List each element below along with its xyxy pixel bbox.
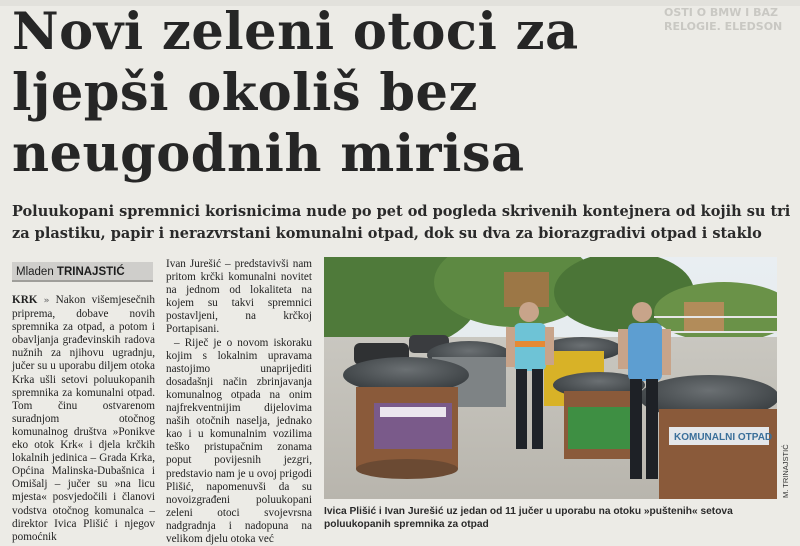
photo-credit: M. TRINAJSTIĆ [781,444,790,498]
body-paragraph: Ivan Jurešić – predstavivši nam pritom krčki komunalni novitet na jednom od lokaliteta na kojem su takvi spremnici postavljeni, na krčkoj Portapisani. [166,258,312,336]
dateline-arrow-icon: » [43,296,50,306]
photo-illustration [324,257,777,499]
container-label: KOMUNALNI OTPAD [674,432,773,443]
dateline: KRK [12,294,38,306]
byline [12,262,153,282]
photo-caption: Ivica Plišić i Ivan Jurešić uz jedan od 11 jučer u uporabu na otoku »puštenih« setova poluukopanih spremnika za otpad [324,506,733,530]
byline-last-name: TRINAJSTIĆ [56,266,125,278]
body-text-col1: Nakon višemjesečnih priprema, dobave novih spremnika za otpad, a potom i obavljanja građevinskih radova nužnih za njihovu ugradnju, jučer su u uporabu diljem otoka Krka ušli setovi poluukopanih spremnika za komunalni otpad. Tom činu ostvarenom suradnjom otočnog komunalnog društva »Ponikve eko otok Krk« i djela krčkih lokalnih jedinica – Grada Krka, Općina Malinska-Dubašnica i Omišalj – jučer su »na licu mjesta« posvjedočili i članovi vodstva otočnog komunalca – direktor Ivica Plišić i njegov pomoćnik [12,294,155,543]
bleed-through-text: OSTI O BMW I BAZ RELOGIE. ELEDSON [664,6,783,33]
body-paragraph: – Riječ je o novom iskoraku kojim s lokalnim upravama nastojimo unaprijediti dosadašnji način zbrinjavanja komunalnog otpada na onim najfrekventnijim dijelovima naših otočnih naselja, jednako kao i u komunalnim vozilima teško pristupačnim zonama poput povijesnih jezgri, predstavio nam je u ovoj prigodi Plišić, napomenuvši da su novoizgrađeni poluukopani zeleni otoci svojevrsna nadgradnja i nadopuna na velikom djelu otoka već [166,336,312,545]
byline-first-name: Mladen [16,266,54,278]
body-column-2 [166,258,312,546]
body-column-1 [12,294,155,544]
article-headline: Novi zeleni otoci za ljepši okoliš bez neugodnih mirisa [12,2,579,184]
article-subhead: Poluukopani spremnici korisnicima nude po pet od pogleda skrivenih kontejnera od kojih su tri za plastiku, papir i nerazvrstani komunalni otpad, dok su dva za biorazgradivi otpad i staklo [12,203,791,242]
article-photo [324,257,777,499]
